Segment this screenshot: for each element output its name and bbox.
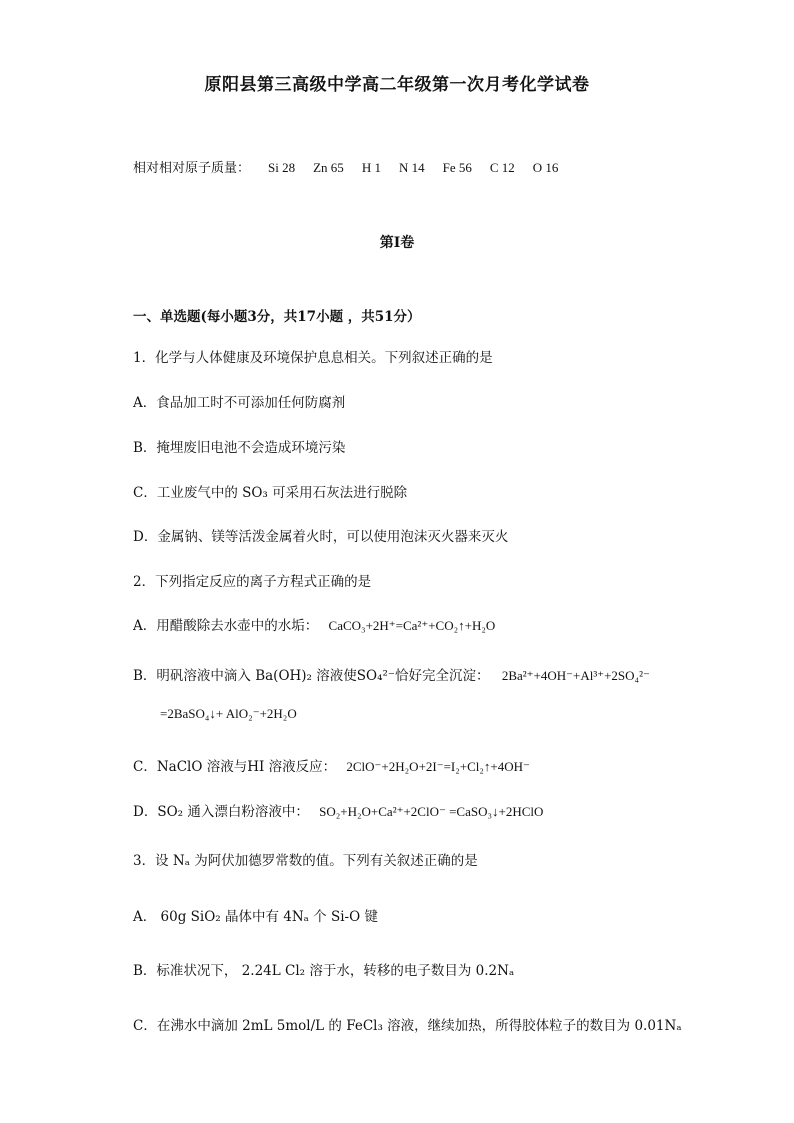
question-2-option-d-text: D．SO₂ 通入漂白粉溶液中： xyxy=(133,804,309,820)
question-2-option-d xyxy=(133,800,543,820)
mass-si: Si 28 xyxy=(268,160,296,175)
question-2-stem: 2．下列指定反应的离子方程式正确的是 xyxy=(133,574,372,590)
question-2-option-b-equation-continued: =2BaSO₄↓+ AlO₂⁻+2H₂O xyxy=(160,706,297,721)
mass-zn: Zn 65 xyxy=(313,160,344,175)
relative-atomic-mass-line xyxy=(133,157,558,176)
question-1-option-b: B．掩埋废旧电池不会造成环境污染 xyxy=(133,440,346,456)
question-2-option-d-equation: SO₂+H₂O+Ca²⁺+2ClO⁻ =CaSO₃↓+2HClO xyxy=(319,804,544,819)
mass-c: C 12 xyxy=(489,160,515,175)
mass-o: O 16 xyxy=(532,160,559,175)
question-2-option-c-text: C．NaClO 溶液与HI 溶液反应： xyxy=(133,759,337,775)
section-heading: 一、单选题(每小题3分，共17小题 ，共51分） xyxy=(133,309,421,325)
question-3-option-a: A． 60g SiO₂ 晶体中有 4Nₐ 个 Si-O 键 xyxy=(133,909,378,925)
question-1-option-c: C．工业废气中的 SO₃ 可采用石灰法进行脱除 xyxy=(133,485,408,501)
question-1-option-a: A．食品加工时不可添加任何防腐剂 xyxy=(133,395,346,411)
mass-n: N 14 xyxy=(398,160,425,175)
mass-fe: Fe 56 xyxy=(442,160,472,175)
question-2-option-c-equation: 2ClO⁻+2H₂O+2I⁻=I₂+Cl₂↑+4OH⁻ xyxy=(346,759,530,774)
question-1-option-d: D．金属钠、镁等活泼金属着火时，可以使用泡沫灭火器来灭火 xyxy=(133,529,509,545)
question-2-option-c xyxy=(133,755,530,775)
volume-heading: 第I卷 xyxy=(379,235,415,251)
exam-title: 原阳县第三高级中学高二年级第一次月考化学试卷 xyxy=(204,75,590,95)
question-3-stem: 3．设 Nₐ 为阿伏加德罗常数的值。下列有关叙述正确的是 xyxy=(133,853,478,869)
question-2-option-b xyxy=(133,664,650,684)
mass-h: H 1 xyxy=(361,160,381,175)
relative-mass-label: 相对相对原子质量： xyxy=(133,161,251,176)
question-2-option-a-text: A．用醋酸除去水壶中的水垢： xyxy=(133,618,319,634)
question-2-option-b-equation: 2Ba²⁺+4OH⁻+Al³⁺+2SO₄²⁻ xyxy=(501,668,650,683)
question-2-option-a xyxy=(133,614,495,634)
question-3-option-c: C．在沸水中滴加 2mL 5mol/L 的 FeCl₃ 溶液，继续加热，所得胶体粒子的数目为 0.01Nₐ xyxy=(133,1018,682,1034)
question-1-stem: 1．化学与人体健康及环境保护息息相关。下列叙述正确的是 xyxy=(133,350,493,366)
question-3-option-b: B．标准状况下， 2.24L Cl₂ 溶于水，转移的电子数目为 0.2Nₐ xyxy=(133,963,515,979)
question-2-option-b-text: B．明矾溶液中滴入 Ba(OH)₂ 溶液使SO₄²⁻恰好完全沉淀： xyxy=(133,668,490,684)
question-2-option-a-equation: CaCO₃+2H⁺=Ca²⁺+CO₂↑+H₂O xyxy=(328,618,496,633)
